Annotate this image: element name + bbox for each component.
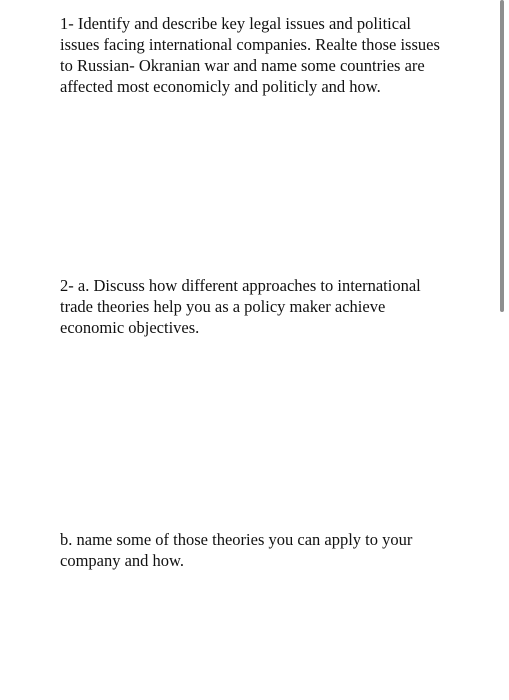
question-2a-text: 2- a. Discuss how different approaches to international trade theories help you as a policy maker achieve economic objectives. bbox=[60, 276, 421, 337]
question-2b-text: b. name some of those theories you can apply to your company and how. bbox=[60, 530, 413, 570]
question-1-text: 1- Identify and describe key legal issues and political issues facing international companies. Realte those issues to Russian- Okranian war and name some countries are affected most economicly and politicly and how. bbox=[60, 14, 440, 96]
vertical-scrollbar[interactable] bbox=[500, 0, 504, 312]
